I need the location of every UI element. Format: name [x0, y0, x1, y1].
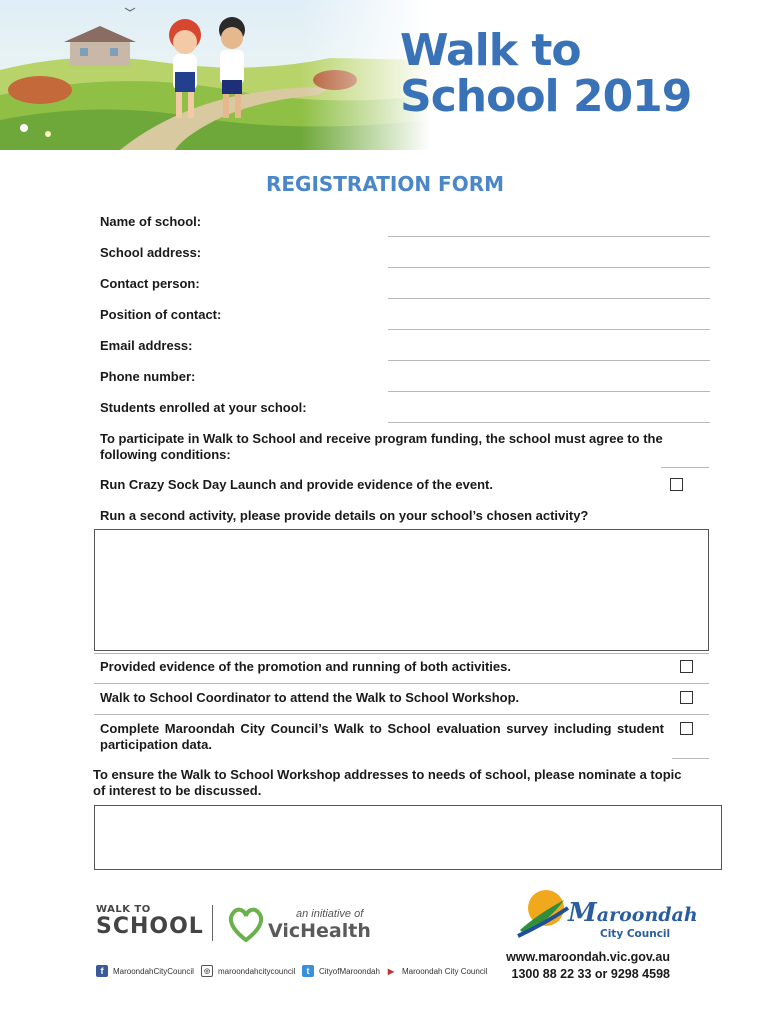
maroondah-logo — [514, 884, 698, 944]
field-position-of-contact — [100, 307, 710, 338]
email-address-input[interactable] — [388, 360, 710, 361]
condition-workshop: Walk to School Coordinator to attend the Walk to School Workshop. — [100, 690, 520, 705]
social-facebook[interactable] — [96, 962, 194, 980]
maroondah-sub: City Council — [600, 928, 671, 940]
initiative-text: an initiative of — [296, 908, 364, 920]
youtube-icon: ▶ — [385, 965, 397, 977]
divider — [94, 683, 709, 684]
banner-title — [400, 25, 692, 122]
walk-to-school-logo — [96, 900, 206, 948]
evaluation-survey-checkbox[interactable] — [680, 722, 693, 735]
divider — [672, 758, 709, 759]
workshop-topic-textarea[interactable] — [94, 805, 722, 870]
walk-logo-line2: SCHOOL — [96, 914, 204, 939]
maroondah-initial: M — [568, 898, 597, 928]
field-label: Students enrolled at your school: — [100, 400, 307, 415]
divider — [94, 653, 709, 654]
field-label: School address: — [100, 245, 202, 260]
vichealth-logo — [226, 902, 371, 946]
banner-title-line1: Walk to — [400, 25, 581, 76]
conditions-intro: To participate in Walk to School and receive program funding, the school must agree to the following conditions: — [100, 431, 663, 462]
name-of-school-input[interactable] — [388, 236, 710, 237]
maroondah-name: aroondah — [596, 904, 698, 926]
workshop-checkbox[interactable] — [680, 691, 693, 704]
field-label: Position of contact: — [100, 307, 222, 322]
form-title: REGISTRATION FORM — [265, 172, 505, 196]
vichealth-name: VicHealth — [268, 920, 371, 942]
divider — [661, 467, 709, 468]
field-email-address — [100, 338, 710, 369]
header-banner — [0, 0, 770, 150]
logo-divider — [212, 905, 213, 941]
field-name-of-school — [100, 214, 710, 245]
facebook-icon: f — [96, 965, 108, 977]
phone-numbers: 1300 88 22 33 or 9298 4598 — [511, 967, 670, 981]
social-label: CityofMaroondah — [319, 966, 380, 976]
school-address-input[interactable] — [388, 267, 710, 268]
field-school-address — [100, 245, 710, 276]
field-label: Contact person: — [100, 276, 200, 291]
contact-person-input[interactable] — [388, 298, 710, 299]
social-instagram[interactable] — [201, 962, 295, 980]
vichealth-heart-icon — [226, 904, 266, 944]
social-label: maroondahcitycouncil — [218, 966, 296, 976]
field-phone-number — [100, 369, 710, 400]
workshop-topic-prompt: To ensure the Walk to School Workshop addresses to needs of school, please nominate a topic of interest to be discussed. — [93, 767, 682, 798]
condition-crazy-sock-day: Run Crazy Sock Day Launch and provide evidence of the event. — [100, 477, 493, 492]
website-link[interactable]: www.maroondah.vic.gov.au — [506, 950, 670, 964]
condition-evidence: Provided evidence of the promotion and running of both activities. — [100, 659, 511, 674]
maroondah-emblem-icon — [514, 884, 574, 940]
condition-evaluation-survey: Complete Maroondah City Council’s Walk to School evaluation survey including student participation data. — [100, 721, 664, 752]
field-label: Name of school: — [100, 214, 202, 229]
divider — [94, 714, 709, 715]
phone-number-input[interactable] — [388, 391, 710, 392]
evidence-checkbox[interactable] — [680, 660, 693, 673]
field-label: Phone number: — [100, 369, 196, 384]
position-of-contact-input[interactable] — [388, 329, 710, 330]
students-enrolled-input[interactable] — [388, 422, 710, 423]
instagram-icon: ◎ — [201, 965, 213, 977]
second-activity-textarea[interactable] — [94, 529, 709, 651]
social-label: Maroondah City Council — [402, 966, 488, 976]
banner-illustration — [0, 0, 430, 150]
banner-title-line2: School 2019 — [400, 71, 692, 122]
field-contact-person — [100, 276, 710, 307]
social-label: MaroondahCityCouncil — [113, 966, 194, 976]
walk-logo-line1: WALK TO — [96, 904, 151, 915]
crazy-sock-day-checkbox[interactable] — [670, 478, 683, 491]
field-label: Email address: — [100, 338, 193, 353]
condition-second-activity: Run a second activity, please provide details on your school’s chosen activity? — [100, 508, 589, 523]
social-twitter[interactable] — [302, 962, 380, 980]
social-youtube[interactable] — [385, 962, 487, 980]
twitter-icon: t — [302, 965, 314, 977]
field-students-enrolled — [100, 400, 710, 431]
